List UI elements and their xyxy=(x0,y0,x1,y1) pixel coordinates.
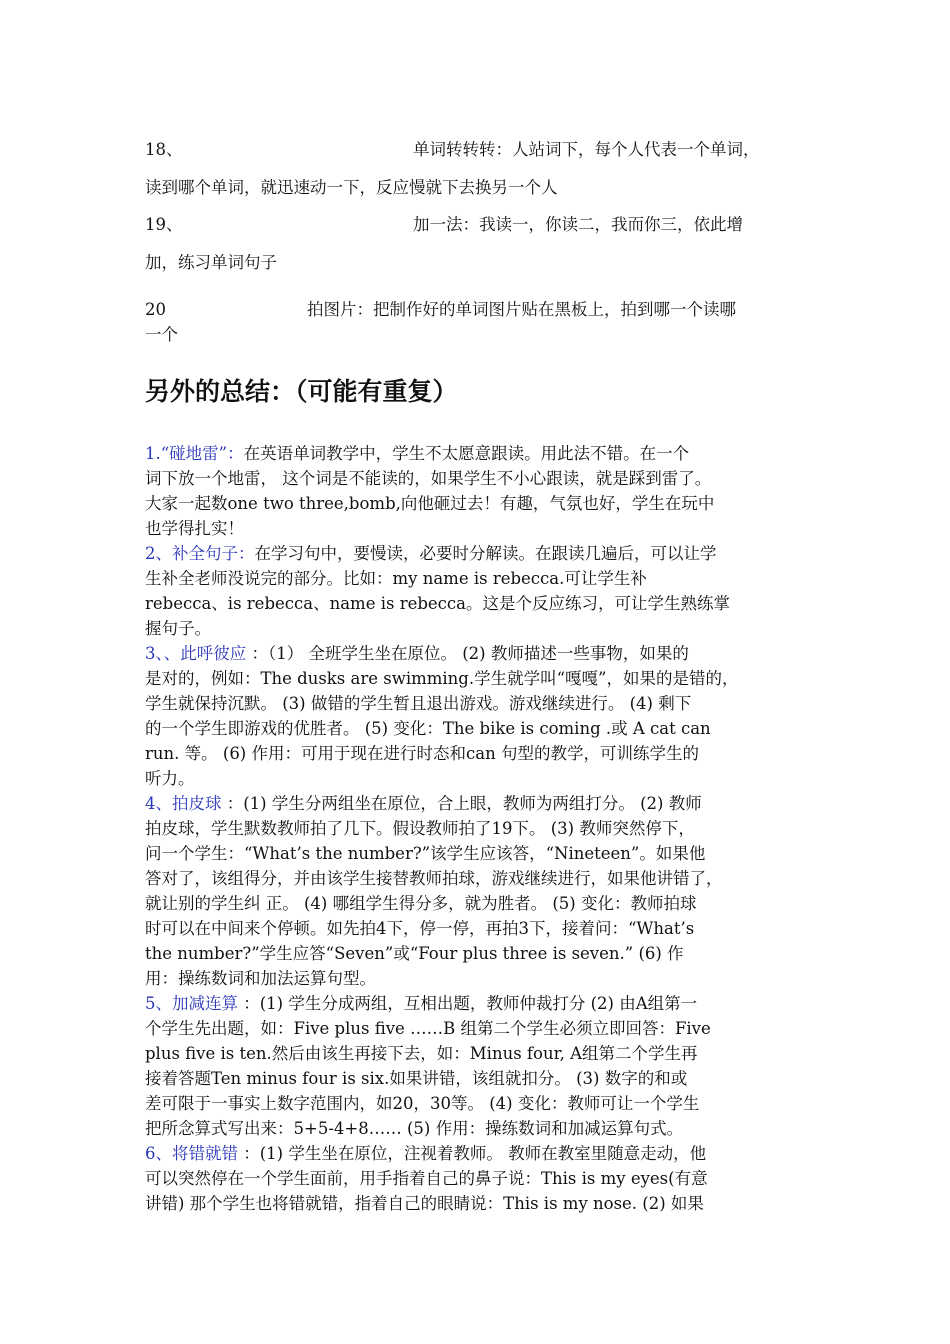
section-4-text: ：(1) 学生分两组坐在原位，合上眼，教师为两组打分。 (2) 教师 xyxy=(221,794,702,813)
section-4-first-line xyxy=(145,794,702,814)
section-1-title: 1.“碰地雷”： xyxy=(145,444,244,463)
item-18-number: 18、 xyxy=(145,140,183,159)
section-4-line: 时可以在中间来个停顿。如先拍4下，停一停，再拍3下，接着问：“What’s xyxy=(145,919,695,938)
section-5-first-line xyxy=(145,994,697,1014)
item-20-continuation: 一个 xyxy=(145,325,178,344)
section-4-line: the number?”学生应答“Seven”或“Four plus three is seven.” (6) 作 xyxy=(145,944,684,963)
section-4-line: 拍皮球，学生默数教师拍了几下。假设教师拍了19下。 (3) 教师突然停下， xyxy=(145,819,695,838)
section-6-title: 6、将错就错 xyxy=(145,1144,238,1163)
section-4-line: 用：操练数词和加法运算句型。 xyxy=(145,969,376,988)
item-18-text: 单词转转转：人站词下，每个人代表一个单词， xyxy=(413,140,760,159)
section-2-line: 握句子。 xyxy=(145,619,211,638)
section-3-title: 3、、此呼彼应 xyxy=(145,644,247,663)
section-6-line: 可以突然停在一个学生面前，用手指着自己的鼻子说：This is my eyes(有意 xyxy=(145,1169,708,1188)
section-2-line: rebecca、is rebecca、name is rebecca。这是个反应练习，可让学生熟练掌 xyxy=(145,594,730,613)
section-1-line: 大家一起数one two three,bomb,向他砸过去！有趣，气氛也好，学生在玩中 xyxy=(145,494,715,513)
section-3-first-line xyxy=(145,644,689,664)
item-19-continuation: 加，练习单词句子 xyxy=(145,253,277,272)
section-5-line: 个学生先出题，如：Five plus five ……B 组第二个学生必须立即回答：Five xyxy=(145,1019,711,1038)
section-4-line: 就让别的学生纠 正。 (4) 哪组学生得分多，就为胜者。 (5) 变化：教师拍球 xyxy=(145,894,697,913)
section-3-text: ：（1） 全班学生坐在原位。 (2) 教师描述一些事物，如果的 xyxy=(246,644,689,663)
section-6-text: ：(1) 学生坐在原位，注视着教师。 教师在教室里随意走动，他 xyxy=(238,1144,707,1163)
section-4-title: 4、拍皮球 xyxy=(145,794,222,813)
section-1-line: 词下放一个地雷， 这个词是不能读的，如果学生不小心跟读，就是踩到雷了。 xyxy=(145,469,712,488)
item-20-number: 20 xyxy=(145,300,166,319)
item-19-number: 19、 xyxy=(145,215,183,234)
section-1-first-line xyxy=(145,444,689,464)
section-5-line: plus five is ten.然后由该生再接下去，如：Minus four, A组第二个学生再 xyxy=(145,1044,698,1063)
section-4-line: 问一个学生：“What’s the number?”该学生应该答，“Nineteen”。如果他 xyxy=(145,844,706,863)
section-1-line: 也学得扎实！ xyxy=(145,519,244,538)
section-6-first-line xyxy=(145,1144,706,1164)
section-3-line: 是对的，例如：The dusks are swimming.学生就学叫“嘎嘎”，如果的是错的， xyxy=(145,669,739,688)
section-3-line: 听力。 xyxy=(145,769,195,788)
section-1-text: 在英语单词教学中，学生不太愿意跟读。用此法不错。在一个 xyxy=(243,444,690,463)
item-19-text: 加一法：我读一，你读二，我而你三，依此增 xyxy=(413,215,743,234)
section-2-title: 2、补全句子： xyxy=(145,544,255,563)
section-5-line: 把所念算式写出来：5+5-4+8…… (5) 作用：操练数词和加减运算句式。 xyxy=(145,1119,684,1138)
section-2-line: 生补全老师没说完的部分。比如：my name is rebecca.可让学生补 xyxy=(145,569,647,588)
section-6-line: 讲错) 那个学生也将错就错，指着自己的眼睛说：This is my nose. (2) 如果 xyxy=(145,1194,704,1213)
section-heading: 另外的总结：（可能有重复） xyxy=(145,377,458,406)
section-3-line: run. 等。 (6) 作用：可用于现在进行时态和can 句型的教学，可训练学生的 xyxy=(145,744,699,763)
section-5-text: ：(1) 学生分成两组，互相出题，教师仲裁打分 (2) 由A组第一 xyxy=(238,994,698,1013)
section-5-title: 5、加减连算 xyxy=(145,994,238,1013)
section-5-line: 差可限于一事实上数字范围内，如20，30等。 (4) 变化：教师可让一个学生 xyxy=(145,1094,700,1113)
item-18-continuation: 读到哪个单词，就迅速动一下，反应慢就下去换另一个人 xyxy=(145,178,558,197)
section-2-text: 在学习句中，要慢读，必要时分解读。在跟读几遍后，可以让学 xyxy=(254,544,717,563)
section-4-line: 答对了，该组得分，并由该学生接替教师拍球，游戏继续进行，如果他讲错了， xyxy=(145,869,723,888)
section-2-first-line xyxy=(145,544,717,564)
section-3-line: 的一个学生即游戏的优胜者。 (5) 变化：The bike is coming .或 A cat can xyxy=(145,719,711,738)
item-20-text: 拍图片：把制作好的单词图片贴在黑板上，拍到哪一个读哪 xyxy=(307,300,736,319)
section-3-line: 学生就保持沉默。 (3) 做错的学生暂且退出游戏。游戏继续进行。 (4) 剩下 xyxy=(145,694,692,713)
section-5-line: 接着答题Ten minus four is six.如果讲错，该组就扣分。 (3) 数字的和或 xyxy=(145,1069,688,1088)
